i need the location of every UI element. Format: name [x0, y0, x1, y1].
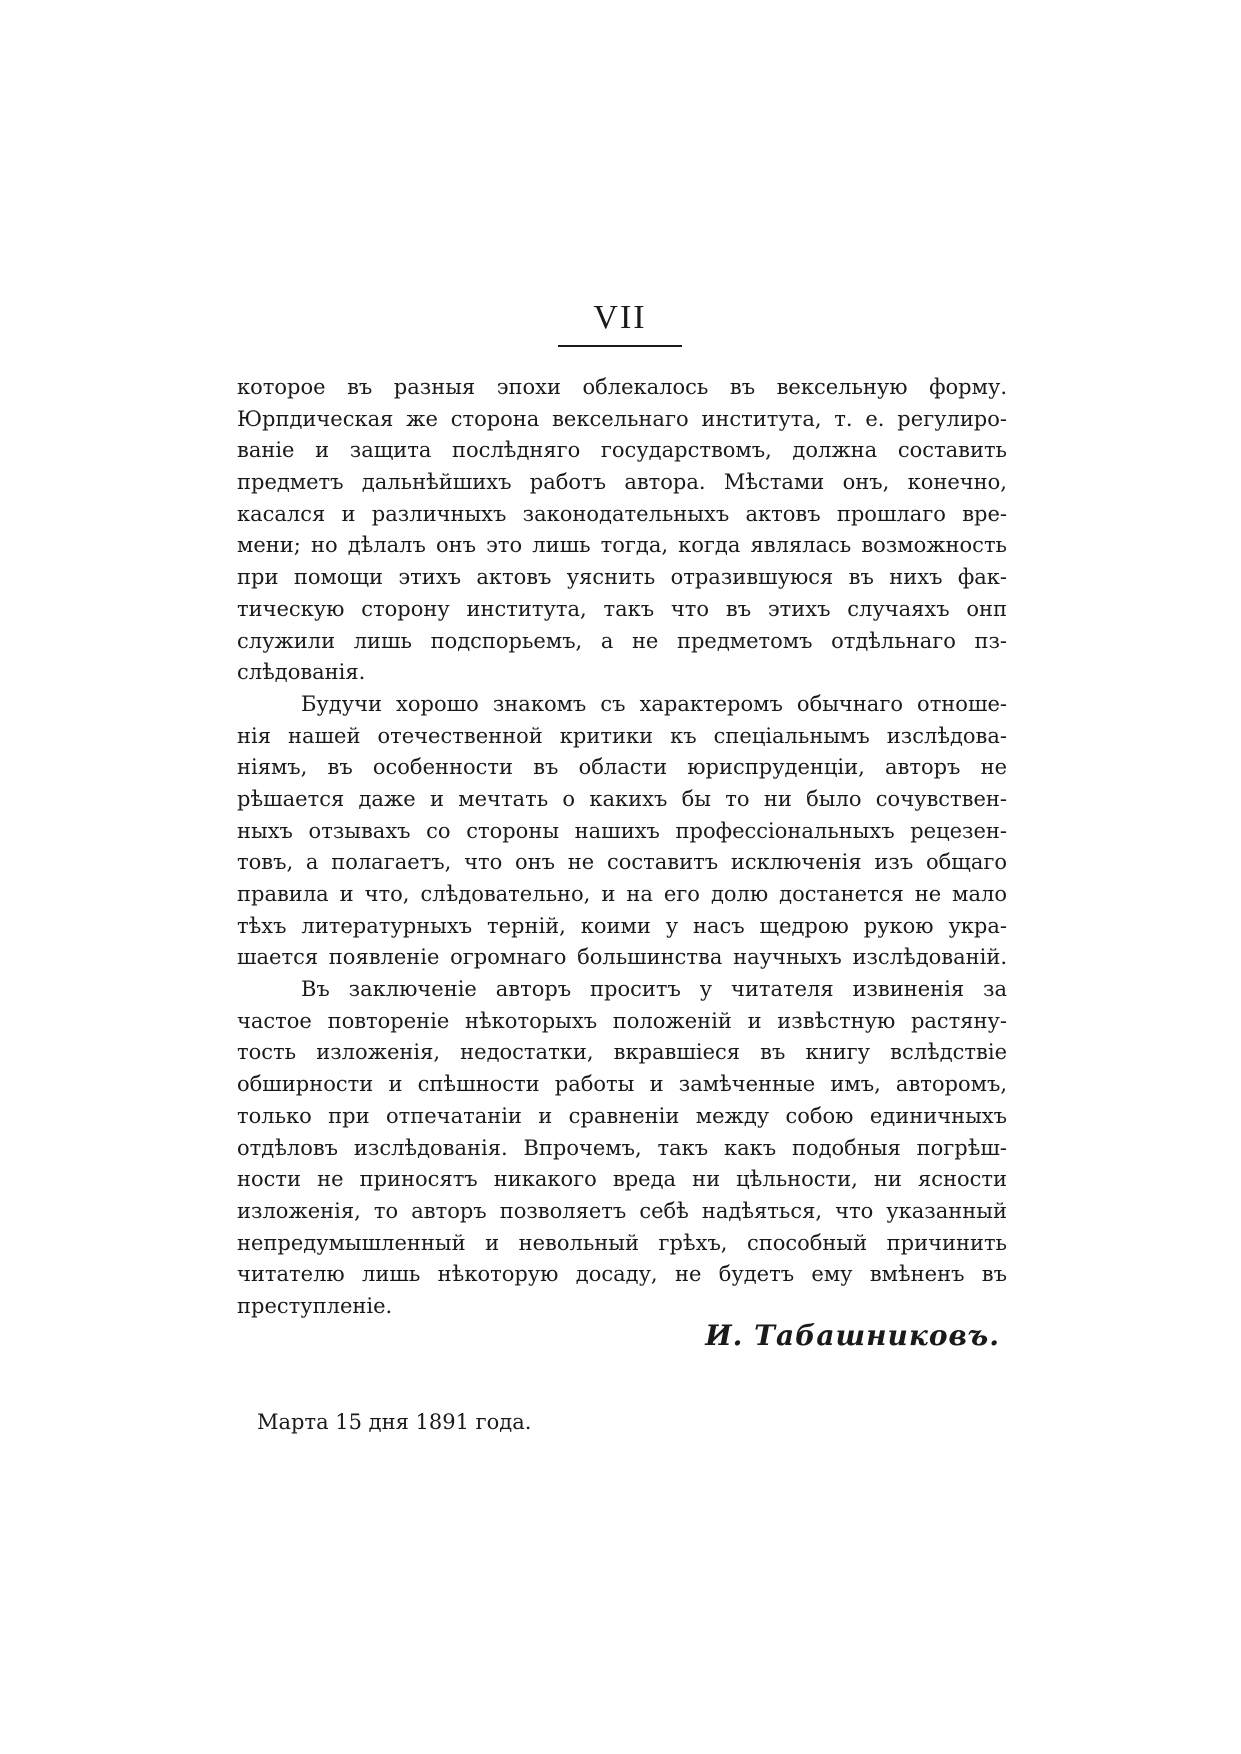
text-line: шается появленіе огромнаго большинства научныхъ изслѣдованій.	[237, 945, 1007, 970]
text-line: только при отпечатаніи и сравненіи между собою единичныхъ	[237, 1103, 1007, 1128]
body-text	[237, 372, 1007, 1323]
author-signature: И. Табашниковъ.	[705, 1319, 1000, 1352]
text-line: Будучи хорошо знакомъ съ характеромъ обычнаго отноше-	[301, 691, 1007, 716]
text-line: изложенія, то авторъ позволяетъ себѣ надѣяться, что указанный	[237, 1198, 1007, 1223]
text-line: отдѣловъ изслѣдованія. Впрочемъ, такъ какъ подобныя погрѣш-	[237, 1135, 1007, 1160]
text-line: слѣдованія.	[237, 660, 366, 685]
text-line: частое повтореніе нѣкоторыхъ положеній и извѣстную растяну-	[237, 1008, 1007, 1033]
date-line: Марта 15 дня 1891 года.	[257, 1410, 532, 1434]
text-line: обширности и спѣшности работы и замѣченные имъ, авторомъ,	[237, 1072, 1007, 1097]
text-line: тическую сторону института, такъ что въ этихъ случаяхъ онп	[237, 596, 1007, 621]
text-line: Въ заключеніе авторъ проситъ у читателя извиненія за	[301, 977, 1007, 1002]
text-line: предметъ дальнѣйшихъ работъ автора. Мѣстами онъ, конечно,	[237, 470, 1007, 495]
text-line: мени; но дѣлалъ онъ это лишь тогда, когда являлась возможность	[237, 533, 1007, 558]
text-line: товъ, а полагаетъ, что онъ не составитъ исключенія изъ общаго	[237, 850, 1007, 875]
page-number: VII	[593, 299, 647, 336]
text-line: читателю лишь нѣкоторую досаду, не будетъ ему вмѣненъ въ	[237, 1262, 1007, 1287]
text-line: тость изложенія, недостатки, вкравшіеся въ книгу вслѣдствіе	[237, 1040, 1007, 1065]
text-line: служили лишь подспорьемъ, а не предметомъ отдѣльнаго пз-	[237, 628, 1007, 653]
text-line: ныхъ отзывахъ со стороны нашихъ профессіональныхъ рецезен-	[237, 818, 1007, 843]
page-number-rule	[558, 345, 682, 347]
paragraph-3	[237, 974, 1007, 1323]
text-line: правила и что, слѣдовательно, и на его долю достанется не мало	[237, 882, 1007, 906]
text-line: при помощи этихъ актовъ уяснить отразившуюся въ нихъ фак-	[237, 565, 1007, 590]
text-line: ванie и защита послѣдняго государствомъ, должна составить	[237, 438, 1007, 463]
text-line: Юрпдическая же сторона вексельнаго института, т. е. регулиро-	[237, 406, 1007, 431]
text-line: касался и различныхъ законодательныхъ актовъ прошлаго вре-	[237, 501, 1007, 526]
text-line: ніямъ, въ особенности въ области юриспруденціи, авторъ не	[237, 755, 1007, 780]
paragraph-2	[237, 689, 1007, 974]
text-line: нія нашей отечественной критики къ спеціальнымъ изслѣдова-	[237, 723, 1007, 748]
paragraph-1	[237, 372, 1007, 689]
text-line: непредумышленный и невольный грѣхъ, способный причинить	[237, 1230, 1007, 1255]
text-line: преступленіе.	[237, 1293, 393, 1318]
text-line: тѣхъ литературныхъ терній, коими у насъ щедрою рукою укра-	[237, 913, 1007, 938]
text-line: ности не приносятъ никакого вреда ни цѣльности, ни ясности	[237, 1167, 1007, 1192]
text-line: которое въ разныя эпохи облекалось въ вексельную форму.	[237, 375, 1007, 399]
text-line: рѣшается даже и мечтать о какихъ бы то ни было сочувствен-	[237, 786, 1007, 811]
